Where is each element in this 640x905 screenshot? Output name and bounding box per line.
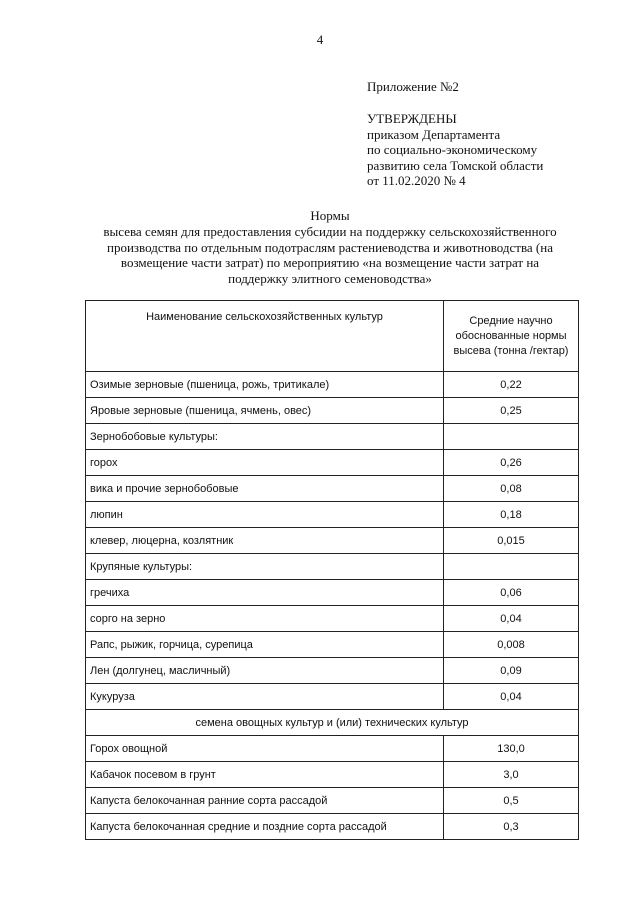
table-row xyxy=(86,632,579,658)
approval-heading: УТВЕРЖДЕНЫ xyxy=(367,111,457,126)
approval-line: приказом Департамента xyxy=(367,126,501,142)
table-row xyxy=(86,502,579,528)
table-header-row xyxy=(86,301,579,372)
crop-name: Рапс, рыжик, горчица, сурепица xyxy=(86,632,444,658)
title-line: производства по отдельным подотраслям растениеводства и животноводства (на xyxy=(107,239,553,255)
norm-value: 130,0 xyxy=(444,736,579,762)
table-row xyxy=(86,450,579,476)
crop-name: Кабачок посевом в грунт xyxy=(86,762,444,788)
seeding-norms-table xyxy=(85,300,579,840)
appendix-label: Приложение №2 xyxy=(367,79,459,94)
norm-value: 0,26 xyxy=(444,450,579,476)
table-row xyxy=(86,554,579,580)
header-norm-line: Средние научно xyxy=(469,314,553,327)
header-crop-name: Наименование сельскохозяйственных культур xyxy=(86,301,444,372)
crop-name: люпин xyxy=(86,502,444,528)
crop-name: Зернобобовые культуры: xyxy=(86,424,444,450)
crop-name: гречиха xyxy=(86,580,444,606)
crop-name: Горох овощной xyxy=(86,736,444,762)
title-line: поддержку элитного семеноводства» xyxy=(228,271,432,287)
norm-value: 0,22 xyxy=(444,372,579,398)
header-norm-line: обоснованные нормы xyxy=(455,329,567,342)
title-line: высева семян для предоставления субсидии на поддержку сельскохозяйственного xyxy=(103,223,557,239)
table-row xyxy=(86,424,579,450)
table-row xyxy=(86,580,579,606)
norm-value: 0,08 xyxy=(444,476,579,502)
norm-value: 3,0 xyxy=(444,762,579,788)
document-title xyxy=(60,208,600,287)
norm-value: 0,06 xyxy=(444,580,579,606)
norm-value: 0,5 xyxy=(444,788,579,814)
crop-name: горох xyxy=(86,450,444,476)
table-row xyxy=(86,762,579,788)
table-row xyxy=(86,658,579,684)
section-title: семена овощных культур и (или) технических культур xyxy=(86,710,579,736)
norm-value: 0,015 xyxy=(444,528,579,554)
norm-value: 0,09 xyxy=(444,658,579,684)
norm-value: 0,18 xyxy=(444,502,579,528)
norm-value: 0,3 xyxy=(444,814,579,840)
crop-name: вика и прочие зернобобовые xyxy=(86,476,444,502)
crop-name: сорго на зерно xyxy=(86,606,444,632)
page-number: 4 xyxy=(316,32,324,47)
table-row xyxy=(86,606,579,632)
crop-name: Яровые зерновые (пшеница, ячмень, овес) xyxy=(86,398,444,424)
crop-name: Капуста белокочанная средние и поздние сорта рассадой xyxy=(86,814,444,840)
table-row xyxy=(86,814,579,840)
header-norm-line: высева (тонна /гектар) xyxy=(453,344,569,357)
norm-value xyxy=(444,424,579,450)
title-heading: Нормы xyxy=(310,208,350,223)
norm-value: 0,04 xyxy=(444,684,579,710)
crop-name: Озимые зерновые (пшеница, рожь, тритикале) xyxy=(86,372,444,398)
table-row xyxy=(86,736,579,762)
section-row xyxy=(86,710,579,736)
approval-line: от 11.02.2020 № 4 xyxy=(367,173,466,188)
approval-block xyxy=(367,111,543,189)
table-row xyxy=(86,788,579,814)
table-row xyxy=(86,684,579,710)
title-line: возмещение части затрат) по мероприятию «на возмещение части затрат на xyxy=(120,255,540,271)
norm-value: 0,25 xyxy=(444,398,579,424)
crop-name: клевер, люцерна, козлятник xyxy=(86,528,444,554)
approval-line: развитию села Томской области xyxy=(367,157,544,173)
table-row xyxy=(86,476,579,502)
norm-value: 0,008 xyxy=(444,632,579,658)
approval-line: по социально-экономическому xyxy=(367,142,538,157)
table-row xyxy=(86,528,579,554)
crop-name: Кукуруза xyxy=(86,684,444,710)
header-norm xyxy=(444,301,579,372)
crop-name: Капуста белокочанная ранние сорта рассадой xyxy=(86,788,444,814)
norm-value: 0,04 xyxy=(444,606,579,632)
crop-name: Лен (долгунец, масличный) xyxy=(86,658,444,684)
table-row xyxy=(86,398,579,424)
crop-name: Крупяные культуры: xyxy=(86,554,444,580)
norm-value xyxy=(444,554,579,580)
table-row xyxy=(86,372,579,398)
